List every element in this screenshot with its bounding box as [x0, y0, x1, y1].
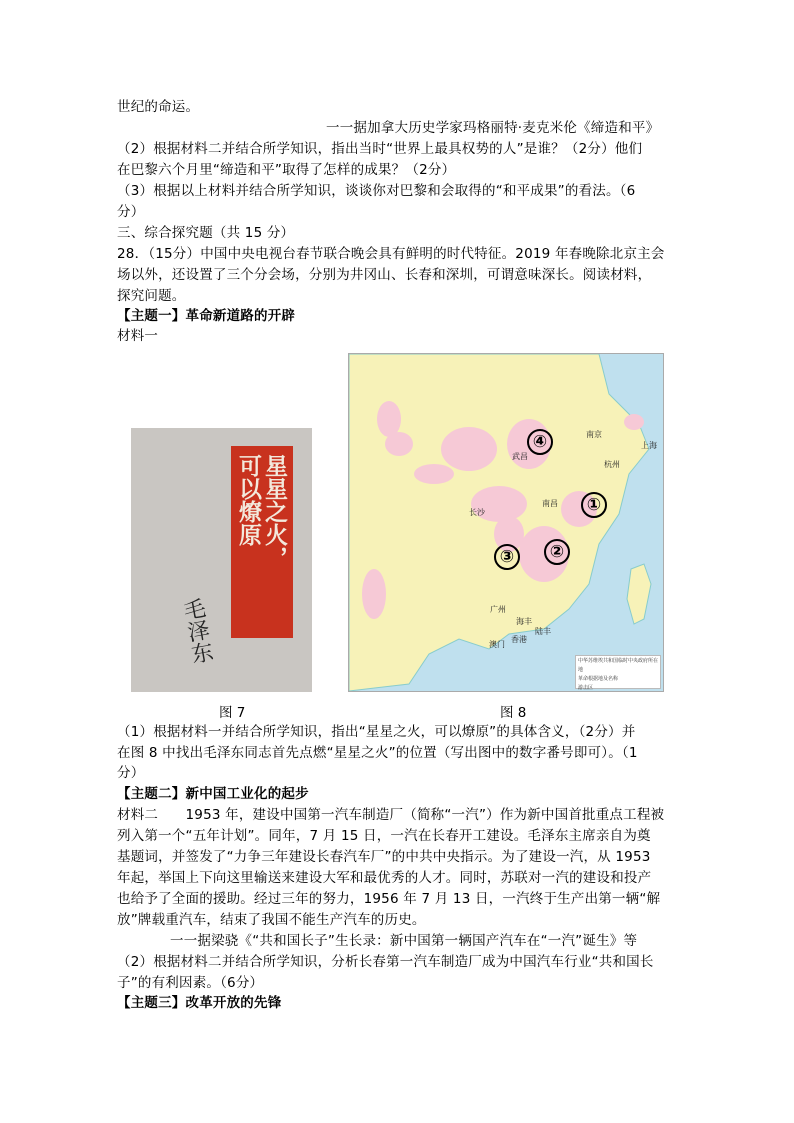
city-label: 陆丰	[535, 627, 551, 636]
map-marker-2: ②	[544, 539, 570, 565]
question-2: （2）根据材料二并结合所学知识，指出当时“世界上最具权势的人”是谁？（2分）他们	[117, 141, 643, 157]
source-citation: 一一据梁骁《“共和国长子”生长录：新中国第一辆国产汽车在“一汽”诞生》等	[170, 933, 638, 949]
theme-1-heading: 【主题一】革命新道路的开辟	[117, 308, 296, 324]
theme-2-heading: 【主题二】新中国工业化的起步	[117, 786, 309, 802]
legend-item: 中华苏维埃共和国临时中央政府所在地	[578, 658, 659, 673]
question-2b-cont: 子”的有利因素。（6分）	[117, 975, 264, 991]
question-3-cont: 分）	[117, 204, 145, 220]
map-marker-4: ④	[527, 429, 553, 455]
question-3: （3）根据以上材料并结合所学知识，谈谈你对巴黎和会取得的“和平成果”的看法。（6	[117, 183, 636, 199]
source-citation: 一一据加拿大历史学家玛格丽特·麦克米伦《缔造和平》	[326, 120, 660, 136]
signature: 毛泽东	[178, 596, 215, 666]
material-2-cont: 年起，举国上下向这里输送来建设大军和最优秀的人才。同时，苏联对一汽的建设和投产	[117, 870, 652, 886]
question-2-cont: 在巴黎六个月里“缔造和平”取得了怎样的成果？（2分）	[117, 162, 456, 178]
map-marker-1: ①	[581, 492, 607, 518]
figure-7-caption: 图 7	[219, 705, 246, 721]
material-2-cont: 基题词，并签发了“力争三年建设长春汽车厂”的中共中央指示。为了建设一汽，从 1953	[117, 849, 651, 865]
question-1-cont: 分）	[117, 765, 145, 781]
material-2-cont: 放”牌载重汽车，结束了我国不能生产汽车的历史。	[117, 912, 426, 928]
question-28-cont: 场以外，还设置了三个分会场，分别为井冈山、长春和深圳，可谓意味深长。阅读材料，	[117, 267, 652, 283]
city-label: 南昌	[542, 499, 558, 508]
book-title: 星星之火，	[261, 454, 288, 569]
city-label: 杭州	[604, 460, 620, 469]
question-1-cont: 在图 8 中找出毛泽东同志首先点燃“星星之火”的位置（写出图中的数字番号即可）。（1	[117, 745, 638, 761]
material-2-cont: 也给予了全面的援助。经过三年的努力，1956 年 7 月 13 日，一汽终于生产出第一辆“解	[117, 891, 661, 907]
map-legend	[575, 655, 661, 689]
legend-item: 革命根据地及名称	[578, 676, 619, 682]
city-label: 长沙	[469, 508, 485, 517]
question-1: （1）根据材料一并结合所学知识，指出“星星之火，可以燎原”的具体含义，（2分）并	[117, 724, 636, 740]
text-line: 世纪的命运。	[117, 99, 200, 115]
legend-item: 游击区	[578, 685, 594, 691]
theme-3-heading: 【主题三】改革开放的先锋	[117, 995, 282, 1011]
book-title-panel	[231, 446, 293, 638]
map-marker-3: ③	[494, 544, 520, 570]
question-2b: （2）根据材料二并结合所学知识，分析长春第一汽车制造厂成为中国汽车行业“共和国长	[117, 954, 654, 970]
revolution-base-map	[348, 353, 664, 692]
question-28: 28．（15分）中国中央电视台春节联合晚会具有鲜明的时代特征。2019 年春晚除北京主会	[117, 246, 665, 262]
city-label: 香港	[511, 635, 527, 644]
question-28-cont: 探究问题。	[117, 288, 186, 304]
material-1-label: 材料一	[117, 328, 159, 344]
city-label: 上海	[641, 441, 657, 450]
material-2-cont: 列入第一个“五年计划”。同年，7 月 15 日，一汽在长春开工建设。毛泽东主席亲自为奠	[117, 828, 651, 844]
book-cover-image	[131, 428, 312, 692]
section-heading: 三、综合探究题（共 15 分）	[117, 225, 295, 241]
city-label: 武昌	[512, 452, 528, 461]
map-land	[349, 354, 663, 691]
city-label: 广州	[490, 605, 506, 614]
figure-8-caption: 图 8	[500, 705, 527, 721]
city-label: 海丰	[516, 617, 532, 626]
material-2: 材料二 1953 年，建设中国第一汽车制造厂（简称“一汽”）作为新中国首批重点工程被	[117, 807, 665, 823]
book-title: 可以燎原	[235, 454, 262, 546]
city-label: 澳门	[489, 640, 505, 649]
city-label: 南京	[586, 430, 602, 439]
